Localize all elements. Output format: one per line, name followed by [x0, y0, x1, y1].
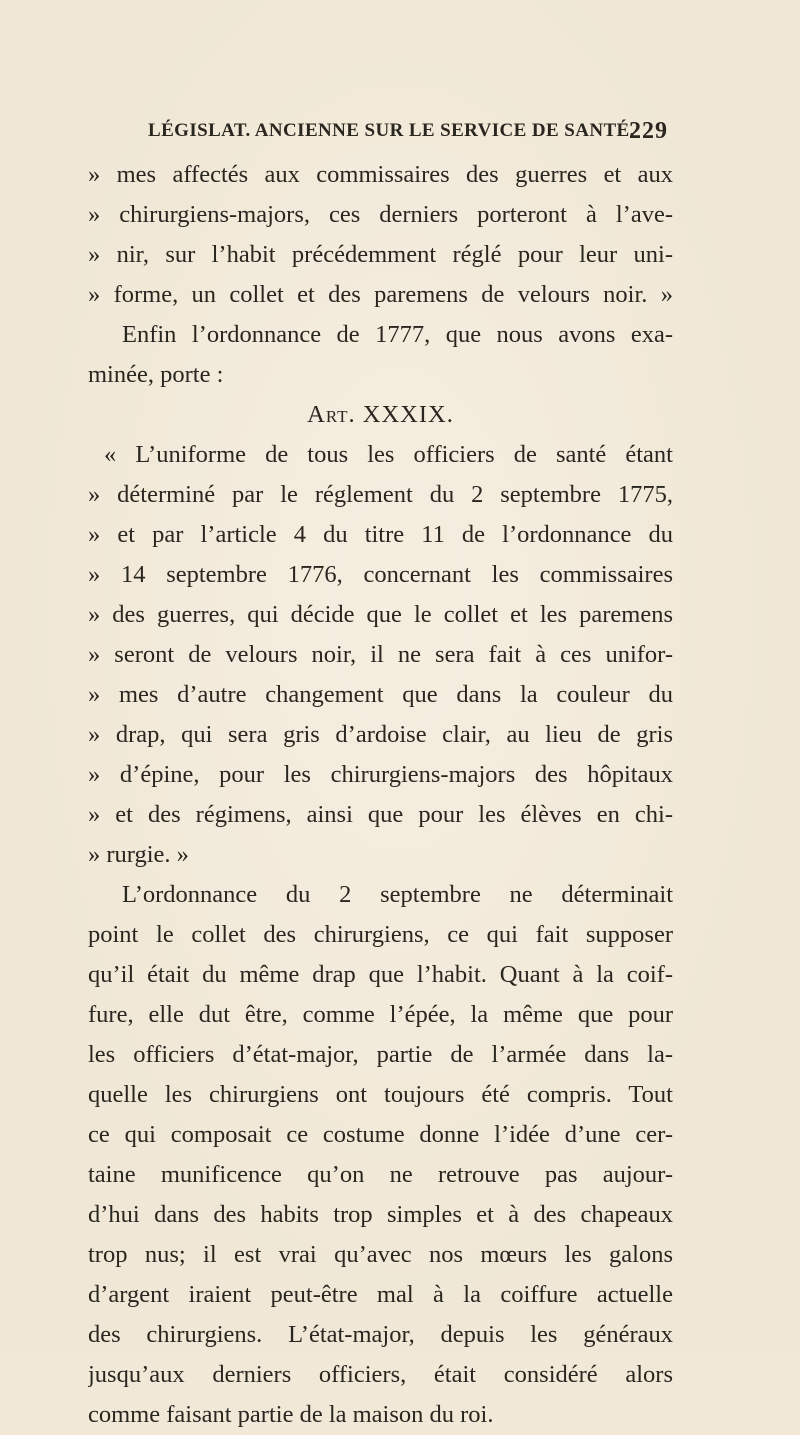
text-line: qu’il était du même drap que l’habit. Quant à la coif- — [88, 961, 673, 988]
text-line: » drap, qui sera gris d’ardoise clair, au lieu de gris — [88, 721, 673, 748]
text-line: d’hui dans des habits trop simples et à des chapeaux — [88, 1201, 673, 1228]
text-line: ce qui composait ce costume donne l’idée d’une cer- — [88, 1121, 673, 1148]
text-line: » des guerres, qui décide que le collet et les paremens — [88, 601, 673, 628]
text-line: des chirurgiens. L’état-major, depuis les généraux — [88, 1321, 673, 1348]
running-head: LÉGISLAT. ANCIENNE SUR LE SERVICE DE SANTÉ. — [148, 120, 635, 141]
text-line: jusqu’aux derniers officiers, était considéré alors — [88, 1361, 673, 1388]
paragraph-start-line: L’ordonnance du 2 septembre ne déterminait — [122, 881, 673, 908]
text-line: » forme, un collet et des paremens de velours noir. » — [88, 281, 673, 308]
text-line: » déterminé par le réglement du 2 septembre 1775, — [88, 481, 673, 508]
text-line: » nir, sur l’habit précédemment réglé pour leur uni- — [88, 241, 673, 268]
text-line: » d’épine, pour les chirurgiens-majors des hôpitaux — [88, 761, 673, 788]
text-line: trop nus; il est vrai qu’avec nos mœurs les galons — [88, 1241, 673, 1268]
text-line: » chirurgiens-majors, ces derniers porteront à l’ave- — [88, 201, 673, 228]
page-number: 229 — [629, 118, 668, 144]
text-line: point le collet des chirurgiens, ce qui fait supposer — [88, 921, 673, 948]
text-line: taine munificence qu’on ne retrouve pas aujour- — [88, 1161, 673, 1188]
text-line: quelle les chirurgiens ont toujours été compris. Tout — [88, 1081, 673, 1108]
text-line: d’argent iraient peut-être mal à la coiffure actuelle — [88, 1281, 673, 1308]
text-line: » mes d’autre changement que dans la couleur du — [88, 681, 673, 708]
paragraph-start-line: Enfin l’ordonnance de 1777, que nous avons exa- — [122, 321, 673, 348]
page-header — [148, 118, 668, 148]
text-line: » mes affectés aux commissaires des guerres et aux — [88, 161, 673, 188]
text-line: comme faisant partie de la maison du roi. — [88, 1401, 494, 1428]
text-line: » et par l’article 4 du titre 11 de l’ordonnance du — [88, 521, 673, 548]
text-line: » seront de velours noir, il ne sera fait à ces unifor- — [88, 641, 673, 668]
text-line: » rurgie. » — [88, 841, 189, 868]
text-line: fure, elle dut être, comme l’épée, la même que pour — [88, 1001, 673, 1028]
text-line: minée, porte : — [88, 361, 224, 388]
quote-start-line: « L’uniforme de tous les officiers de santé étant — [104, 441, 673, 468]
article-heading: Art. XXXIX. — [307, 401, 454, 428]
text-line: » et des régimens, ainsi que pour les élèves en chi- — [88, 801, 673, 828]
text-line: les officiers d’état-major, partie de l’armée dans la- — [88, 1041, 673, 1068]
text-line: » 14 septembre 1776, concernant les commissaires — [88, 561, 673, 588]
